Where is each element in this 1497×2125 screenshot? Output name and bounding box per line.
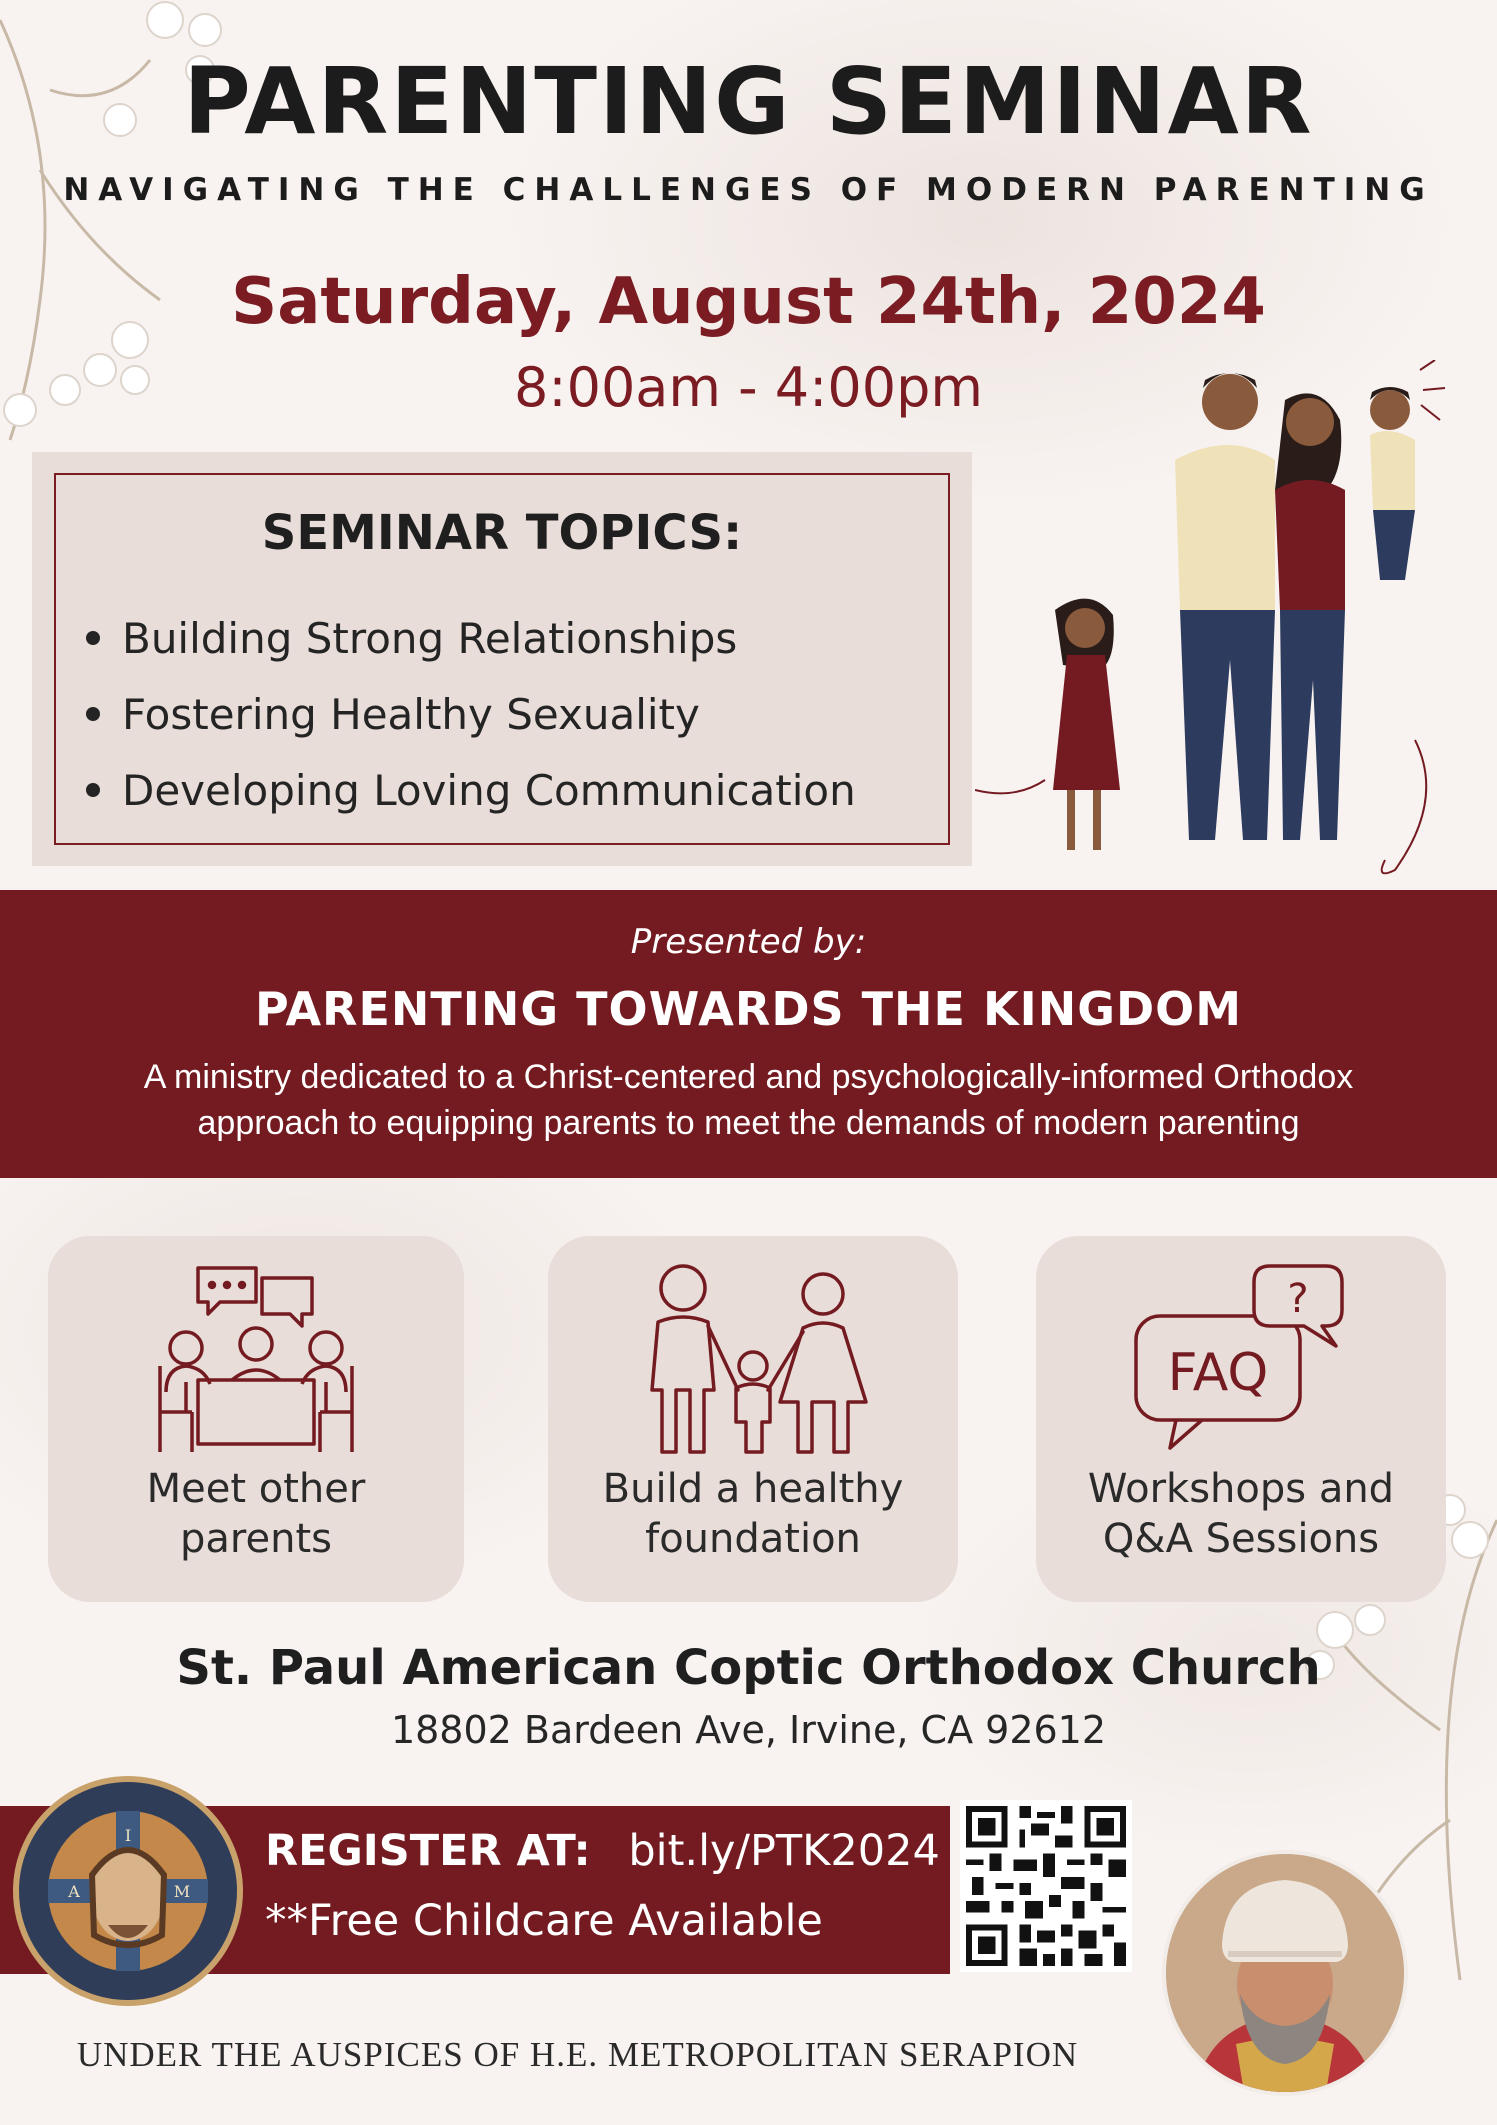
feature-label: Build a healthy foundation [602,1466,904,1562]
meeting-icon [146,1262,366,1458]
auspices-note: UNDER THE AUSPICES OF H.E. METROPOLITAN SERAPION [76,2035,1079,2074]
register-label: REGISTER AT: [265,1826,591,1876]
feature-label: Meet other parents [146,1466,366,1562]
faq-text: FAQ [1167,1343,1269,1403]
metropolitan-photo [1162,1850,1408,2096]
page-title: PARENTING SEMINAR [183,48,1314,155]
diocese-seal-logo [12,1775,244,2007]
svg-text:I: I [124,1826,132,1845]
feature-card-meet-parents [48,1236,464,1602]
feature-card-healthy-foundation [548,1236,958,1602]
topic-text: Fostering Healthy Sexuality [122,689,700,739]
topics-heading: SEMINAR TOPICS: [261,505,743,561]
faq-icon [1126,1262,1356,1458]
list-item [86,600,946,676]
topic-text: Building Strong Relationships [122,613,738,663]
church-name: St. Paul American Coptic Orthodox Church [176,1640,1321,1696]
topic-text: Developing Loving Communication [122,765,856,815]
ministry-name: PARENTING TOWARDS THE KINGDOM [254,982,1243,1036]
bullet-icon [86,631,100,645]
list-item [86,752,946,828]
description-line: approach to equipping parents to meet the demands of modern parenting [197,1104,1300,1142]
ministry-description [60,1054,1437,1146]
church-address: 18802 Bardeen Ave, Irvine, CA 92612 [390,1708,1107,1752]
page-subtitle: NAVIGATING THE CHALLENGES OF MODERN PARENTING [63,172,1434,208]
question-mark-icon: ? [1287,1276,1309,1322]
childcare-note: **Free Childcare Available [265,1896,823,1946]
feature-label: Workshops and Q&A Sessions [1087,1466,1395,1562]
bullet-icon [86,707,100,721]
presented-by-label: Presented by: [630,922,867,962]
family-icon [628,1262,878,1458]
bullet-icon [86,783,100,797]
event-time: 8:00am - 4:00pm [514,356,983,419]
svg-text:M: M [173,1882,191,1901]
family-illustration [975,360,1455,890]
event-date: Saturday, August 24th, 2024 [231,265,1266,339]
list-item [86,676,946,752]
register-link[interactable]: bit.ly/PTK2024 [628,1826,940,1876]
description-line: A ministry dedicated to a Christ-centered and psychologically-informed Orthodox [143,1058,1354,1096]
topics-list [86,600,946,828]
qr-code[interactable] [960,1800,1132,1972]
register-line [265,1826,940,1876]
feature-card-workshops [1036,1236,1446,1602]
svg-text:A: A [68,1882,80,1901]
